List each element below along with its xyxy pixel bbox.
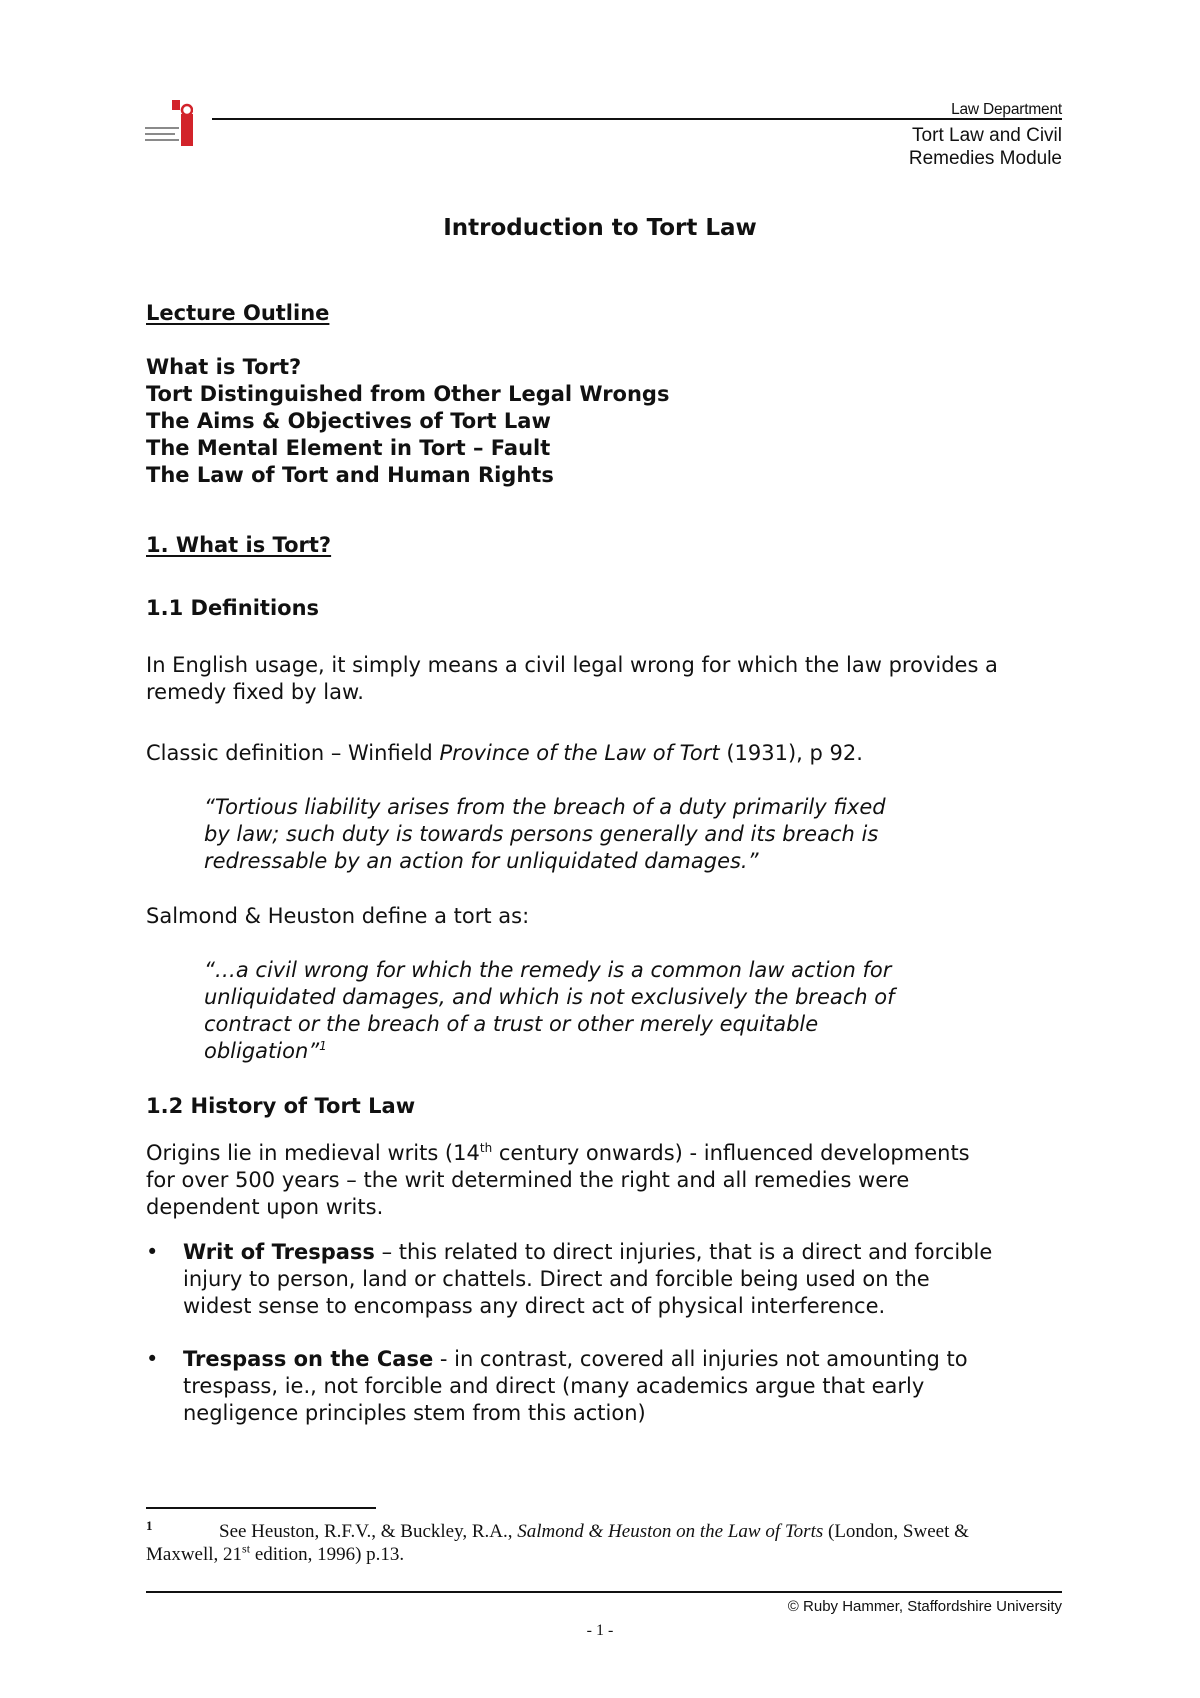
origins-line: dependent upon writs. xyxy=(146,1195,384,1219)
ordinal-suffix: st xyxy=(242,1541,251,1556)
footnote-rule xyxy=(146,1507,376,1509)
bullet-icon: • xyxy=(146,1347,159,1371)
paragraph-line: remedy fixed by law. xyxy=(146,680,364,704)
footnote-line xyxy=(219,1520,969,1543)
footnote-text-d: edition, 1996) p.13. xyxy=(250,1544,405,1565)
footnote-ref: 1 xyxy=(319,1039,327,1053)
quote-line: contract or the breach of a trust or other merely equitable xyxy=(204,1012,819,1036)
origins-text-a: Origins lie in medieval writs (14 xyxy=(146,1141,480,1165)
outline-item: The Aims & Objectives of Tort Law xyxy=(146,409,551,433)
quote-line: “Tortious liability arises from the breach of a duty primarily fixed xyxy=(204,795,886,819)
section-heading: 1. What is Tort? xyxy=(146,533,332,557)
classic-definition-suffix: (1931), p 92. xyxy=(719,741,863,765)
bullet-text: – this related to direct injuries, that is a direct and forcible xyxy=(374,1240,993,1264)
page-number: - 1 - xyxy=(586,1622,614,1639)
bullet-icon: • xyxy=(146,1240,159,1264)
page-title: Introduction to Tort Law xyxy=(443,215,757,241)
lecture-outline-heading: Lecture Outline xyxy=(146,301,330,325)
origins-line: for over 500 years – the writ determined the right and all remedies were xyxy=(146,1168,910,1192)
header-rule xyxy=(212,118,1062,120)
bullet-line: widest sense to encompass any direct act of physical interference. xyxy=(183,1294,886,1318)
outline-item: What is Tort? xyxy=(146,355,302,379)
classic-definition-prefix: Classic definition – Winfield xyxy=(146,741,440,765)
quote-line: unliquidated damages, and which is not exclusively the breach of xyxy=(204,985,895,1009)
footnote-line xyxy=(146,1543,404,1566)
quote-line: redressable by an action for unliquidated damages.” xyxy=(204,849,759,873)
subsection-heading: 1.1 Definitions xyxy=(146,596,320,620)
bullet-text: - in contrast, covered all injuries not amounting to xyxy=(433,1347,968,1371)
bullet-line xyxy=(183,1346,968,1373)
salmond-intro: Salmond & Heuston define a tort as: xyxy=(146,904,530,928)
bullet-line: negligence principles stem from this action) xyxy=(183,1401,646,1425)
footnote-book: Salmond & Heuston on the Law of Torts xyxy=(517,1521,824,1542)
bullet-line xyxy=(183,1239,992,1266)
staffordshire-university-logo xyxy=(145,98,193,148)
bullet-term: Writ of Trespass xyxy=(183,1240,375,1264)
outline-item: The Law of Tort and Human Rights xyxy=(146,463,554,487)
header-module-line1: Tort Law and Civil xyxy=(912,125,1062,146)
quote-line-text: obligation” xyxy=(204,1039,320,1063)
header-module-line2: Remedies Module xyxy=(908,148,1062,169)
outline-item: The Mental Element in Tort – Fault xyxy=(146,436,551,460)
ordinal-suffix: th xyxy=(479,1141,493,1155)
paragraph-line: In English usage, it simply means a civil legal wrong for which the law provides a xyxy=(146,653,998,677)
quote-line: by law; such duty is towards persons generally and its breach is xyxy=(204,822,879,846)
classic-definition-book: Province of the Law of Tort xyxy=(439,741,720,765)
outline-item: Tort Distinguished from Other Legal Wrongs xyxy=(146,382,670,406)
footnote-number: 1 xyxy=(146,1518,153,1533)
footnote-text-a: See Heuston, R.F.V., & Buckley, R.A., xyxy=(219,1521,518,1542)
footnote-text-c: Maxwell, 21 xyxy=(146,1544,243,1565)
classic-definition xyxy=(146,740,863,767)
footnote-text-b: (London, Sweet & xyxy=(823,1521,969,1542)
quote-line-last xyxy=(204,1038,327,1065)
origins-line xyxy=(146,1140,970,1167)
footer-copyright: © Ruby Hammer, Staffordshire University xyxy=(787,1598,1062,1615)
bullet-line: trespass, ie., not forcible and direct (many academics argue that early xyxy=(183,1374,925,1398)
bullet-line: injury to person, land or chattels. Direct and forcible being used on the xyxy=(183,1267,930,1291)
header-department: Law Department xyxy=(951,101,1062,118)
quote-line: “…a civil wrong for which the remedy is a common law action for xyxy=(204,958,892,982)
subsection-heading: 1.2 History of Tort Law xyxy=(146,1094,416,1118)
footer-rule xyxy=(146,1591,1062,1593)
bullet-term: Trespass on the Case xyxy=(183,1347,434,1371)
origins-text-b: century onwards) - influenced developments xyxy=(492,1141,970,1165)
